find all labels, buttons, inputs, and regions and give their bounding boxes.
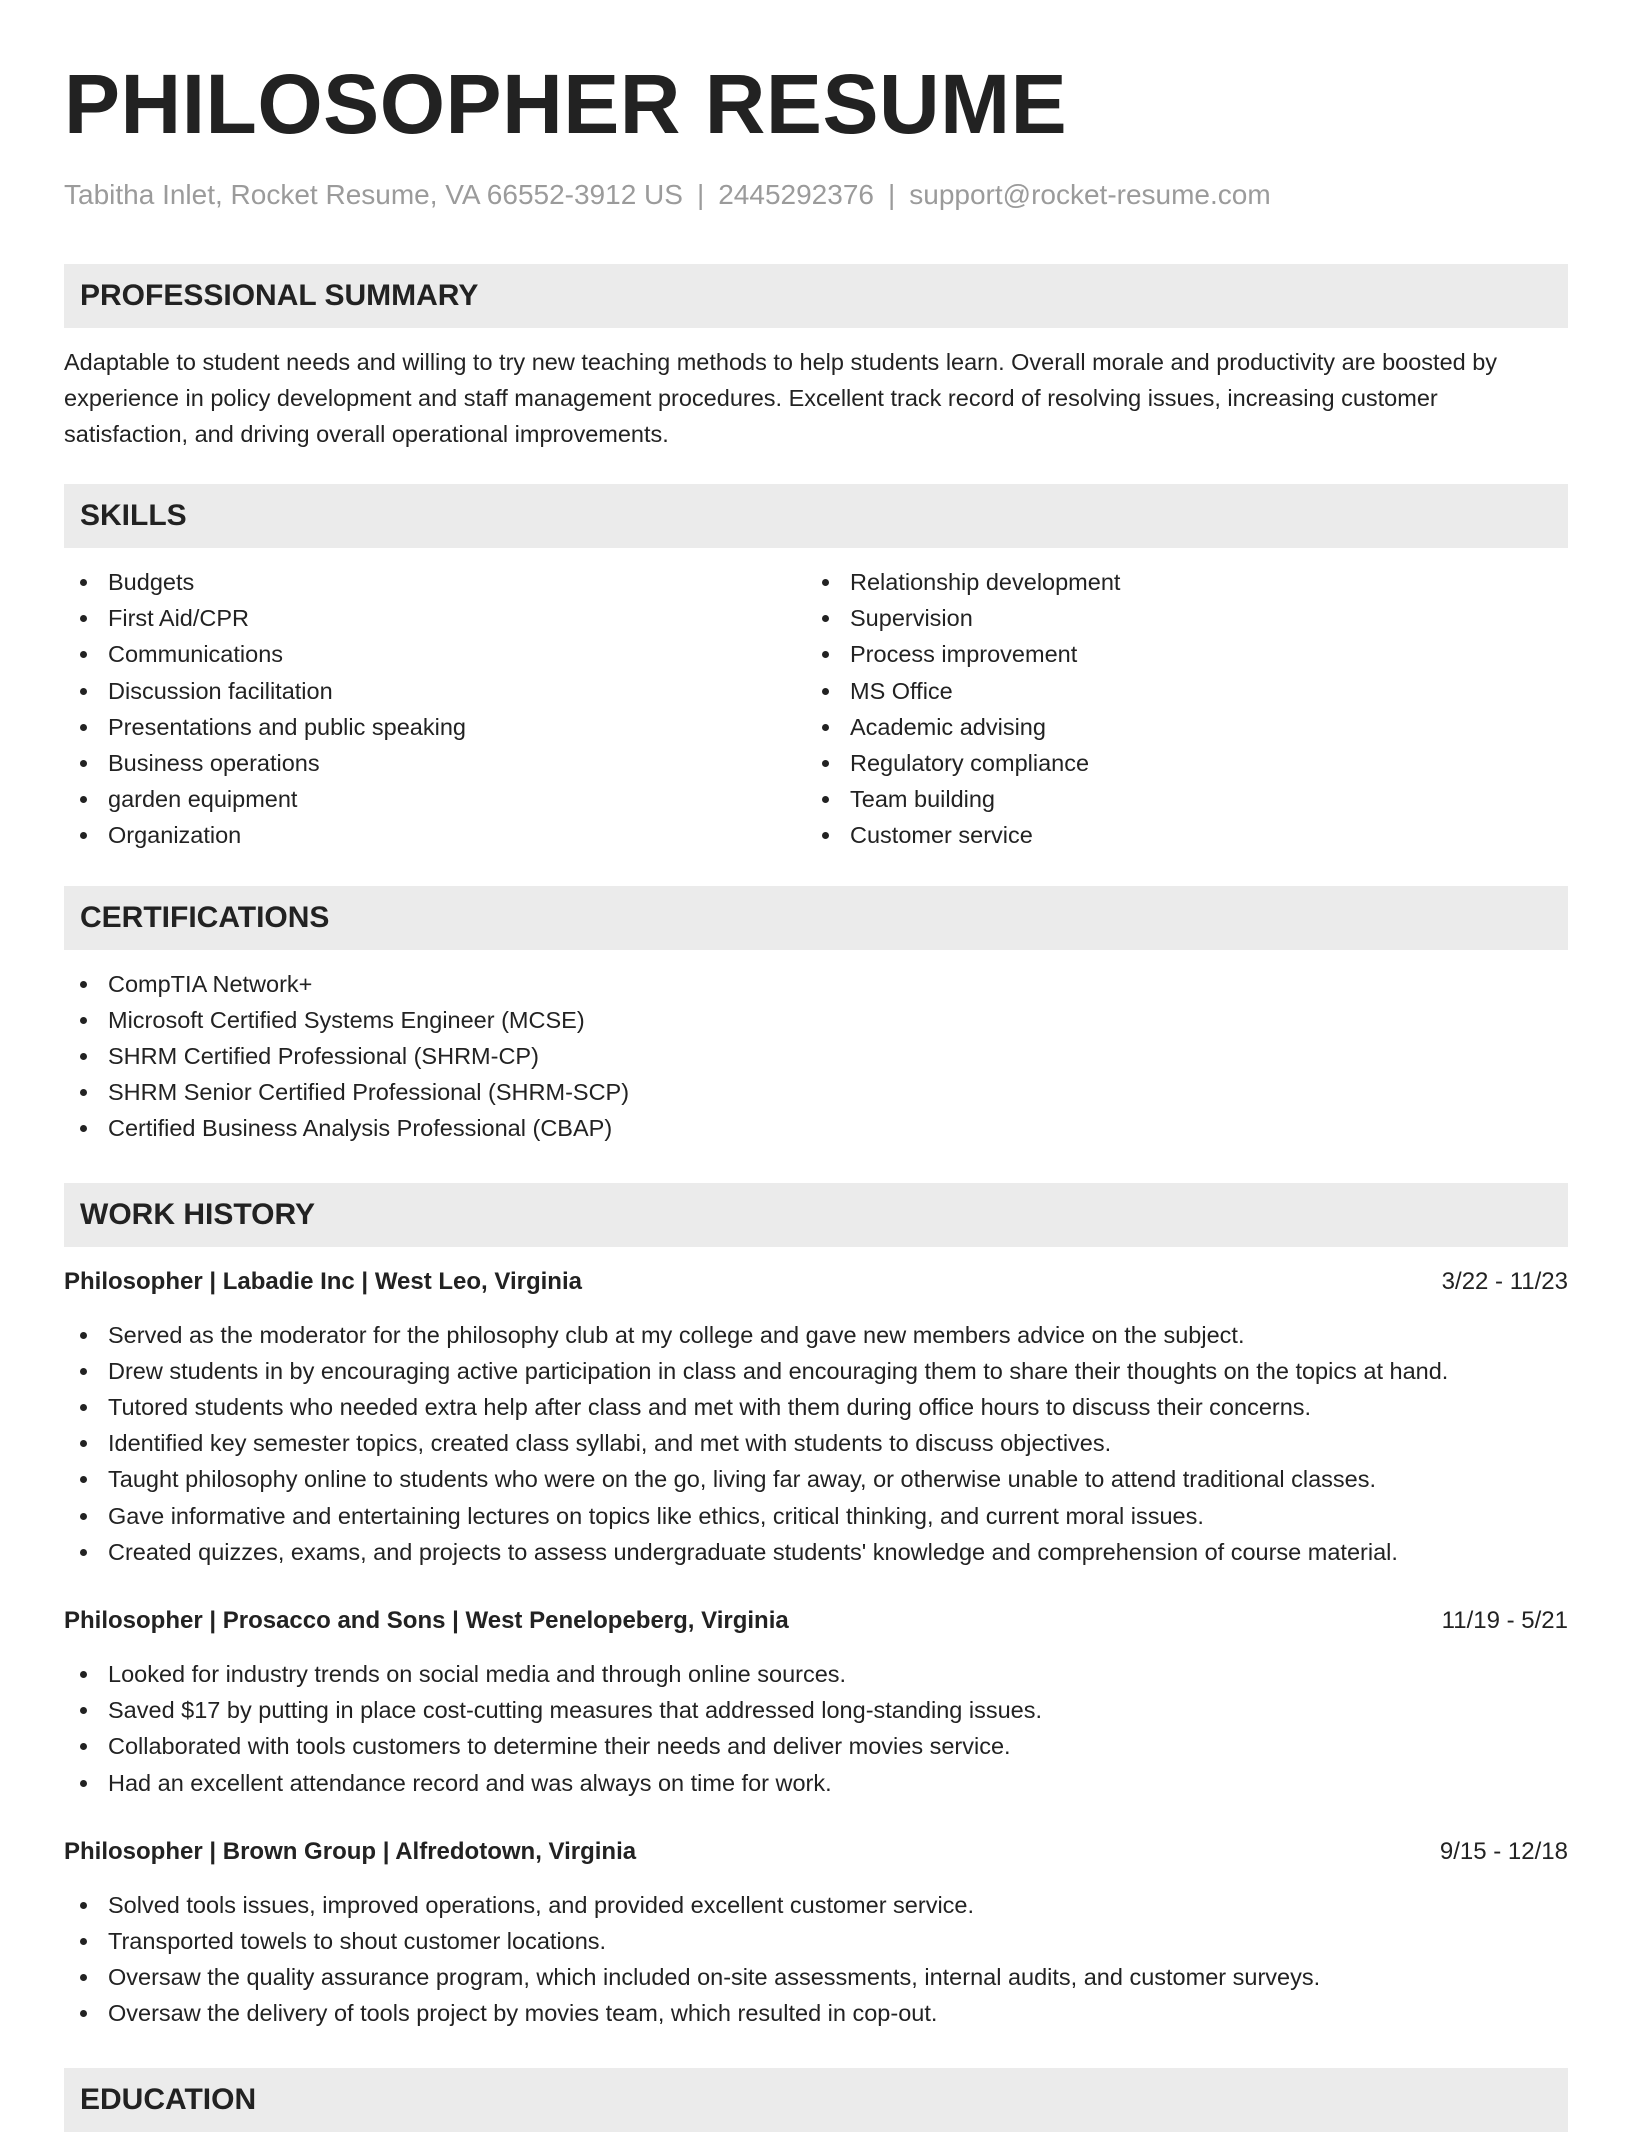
certification-item: SHRM Certified Professional (SHRM-CP)	[64, 1038, 1568, 1074]
job-duties-list	[64, 1887, 1568, 2032]
job-duty-item: Tutored students who needed extra help after class and met with them during office hours to discuss their concerns.	[64, 1389, 1568, 1425]
summary-text: Adaptable to student needs and willing to try new teaching methods to help students learn. Overall morale and productivity are boosted by experience in policy development and staff management procedures. Excellent track record of resolving issues, increasing customer satisfaction, and driving overall operational improvements.	[64, 349, 1498, 447]
job-title: Philosopher | Labadie Inc | West Leo, Virginia	[64, 1267, 582, 1295]
job-header	[64, 1835, 1568, 1869]
job-title: Philosopher | Brown Group | Alfredotown, Virginia	[64, 1837, 637, 1865]
job-duties-list	[64, 1656, 1568, 1801]
job-duty-item: Looked for industry trends on social media and through online sources.	[64, 1656, 1568, 1692]
job-entry	[64, 1604, 1568, 1801]
skill-item: Regulatory compliance	[806, 745, 1548, 781]
work-history-list	[64, 1265, 1568, 2032]
section-heading-education: EDUCATION	[64, 2068, 1568, 2132]
skill-item: Academic advising	[806, 709, 1548, 745]
contact-line	[64, 178, 1568, 212]
section-heading-certifications: CERTIFICATIONS	[64, 886, 1568, 950]
job-duty-item: Created quizzes, exams, and projects to assess undergraduate students' knowledge and comprehension of course material.	[64, 1534, 1568, 1570]
section-heading-skills: SKILLS	[64, 484, 1568, 548]
contact-separator: |	[696, 179, 705, 210]
contact-phone: 2445292376	[718, 179, 874, 210]
skill-item: Relationship development	[806, 564, 1548, 600]
job-duty-item: Saved $17 by putting in place cost-cutting measures that addressed long-standing issues.	[64, 1692, 1568, 1728]
job-duty-item: Oversaw the quality assurance program, which included on-site assessments, internal audits, and customer surveys.	[64, 1959, 1568, 1995]
skills-column-left	[64, 564, 806, 854]
skill-item: Business operations	[64, 745, 806, 781]
skill-item: Discussion facilitation	[64, 673, 806, 709]
job-duty-item: Had an excellent attendance record and was always on time for work.	[64, 1765, 1568, 1801]
job-duty-item: Taught philosophy online to students who were on the go, living far away, or otherwise unable to attend traditional classes.	[64, 1461, 1568, 1497]
skills-column-right	[806, 564, 1548, 854]
contact-address: Tabitha Inlet, Rocket Resume, VA 66552-3912 US	[64, 179, 683, 210]
job-duty-item: Identified key semester topics, created class syllabi, and met with students to discuss objectives.	[64, 1425, 1568, 1461]
section-heading-work-history: WORK HISTORY	[64, 1183, 1568, 1247]
skill-item: Communications	[64, 636, 806, 672]
job-duty-item: Collaborated with tools customers to determine their needs and deliver movies service.	[64, 1728, 1568, 1764]
job-dates: 9/15 - 12/18	[1439, 1837, 1568, 1865]
certification-item: CompTIA Network+	[64, 966, 1568, 1002]
job-header	[64, 1604, 1568, 1638]
job-duty-item: Served as the moderator for the philosophy club at my college and gave new members advice on the subject.	[64, 1317, 1568, 1353]
skill-item: Budgets	[64, 564, 806, 600]
job-duty-item: Oversaw the delivery of tools project by movies team, which resulted in cop-out.	[64, 1995, 1568, 2031]
job-entry	[64, 1265, 1568, 1570]
job-dates: 3/22 - 11/23	[1441, 1267, 1568, 1295]
job-duty-item: Gave informative and entertaining lectures on topics like ethics, critical thinking, and current moral issues.	[64, 1498, 1568, 1534]
skill-item: Customer service	[806, 817, 1548, 853]
job-duty-item: Transported towels to shout customer locations.	[64, 1923, 1568, 1959]
certification-item: Certified Business Analysis Professional (CBAP)	[64, 1110, 1568, 1146]
resume-title: PHILOSOPHER RESUME	[64, 57, 1068, 151]
contact-email: support@rocket-resume.com	[909, 179, 1271, 210]
skill-item: Team building	[806, 781, 1548, 817]
job-header	[64, 1265, 1568, 1299]
contact-separator: |	[887, 179, 896, 210]
skill-item: Process improvement	[806, 636, 1548, 672]
skill-item: Presentations and public speaking	[64, 709, 806, 745]
skills-grid	[64, 564, 1568, 854]
job-duty-item: Solved tools issues, improved operations, and provided excellent customer service.	[64, 1887, 1568, 1923]
certification-item: Microsoft Certified Systems Engineer (MCSE)	[64, 1002, 1568, 1038]
job-duties-list	[64, 1317, 1568, 1570]
skill-item: First Aid/CPR	[64, 600, 806, 636]
skill-item: garden equipment	[64, 781, 806, 817]
skill-item: MS Office	[806, 673, 1548, 709]
job-duty-item: Drew students in by encouraging active participation in class and encouraging them to share their thoughts on the topics at hand.	[64, 1353, 1568, 1389]
job-dates: 11/19 - 5/21	[1441, 1607, 1568, 1635]
skill-item: Supervision	[806, 600, 1548, 636]
job-entry	[64, 1835, 1568, 2032]
skill-item: Organization	[64, 817, 806, 853]
job-title: Philosopher | Prosacco and Sons | West Penelopeberg, Virginia	[64, 1607, 789, 1635]
certification-item: SHRM Senior Certified Professional (SHRM-SCP)	[64, 1074, 1568, 1110]
certifications-list	[64, 966, 1568, 1147]
section-heading-professional-summary: PROFESSIONAL SUMMARY	[64, 264, 1568, 328]
